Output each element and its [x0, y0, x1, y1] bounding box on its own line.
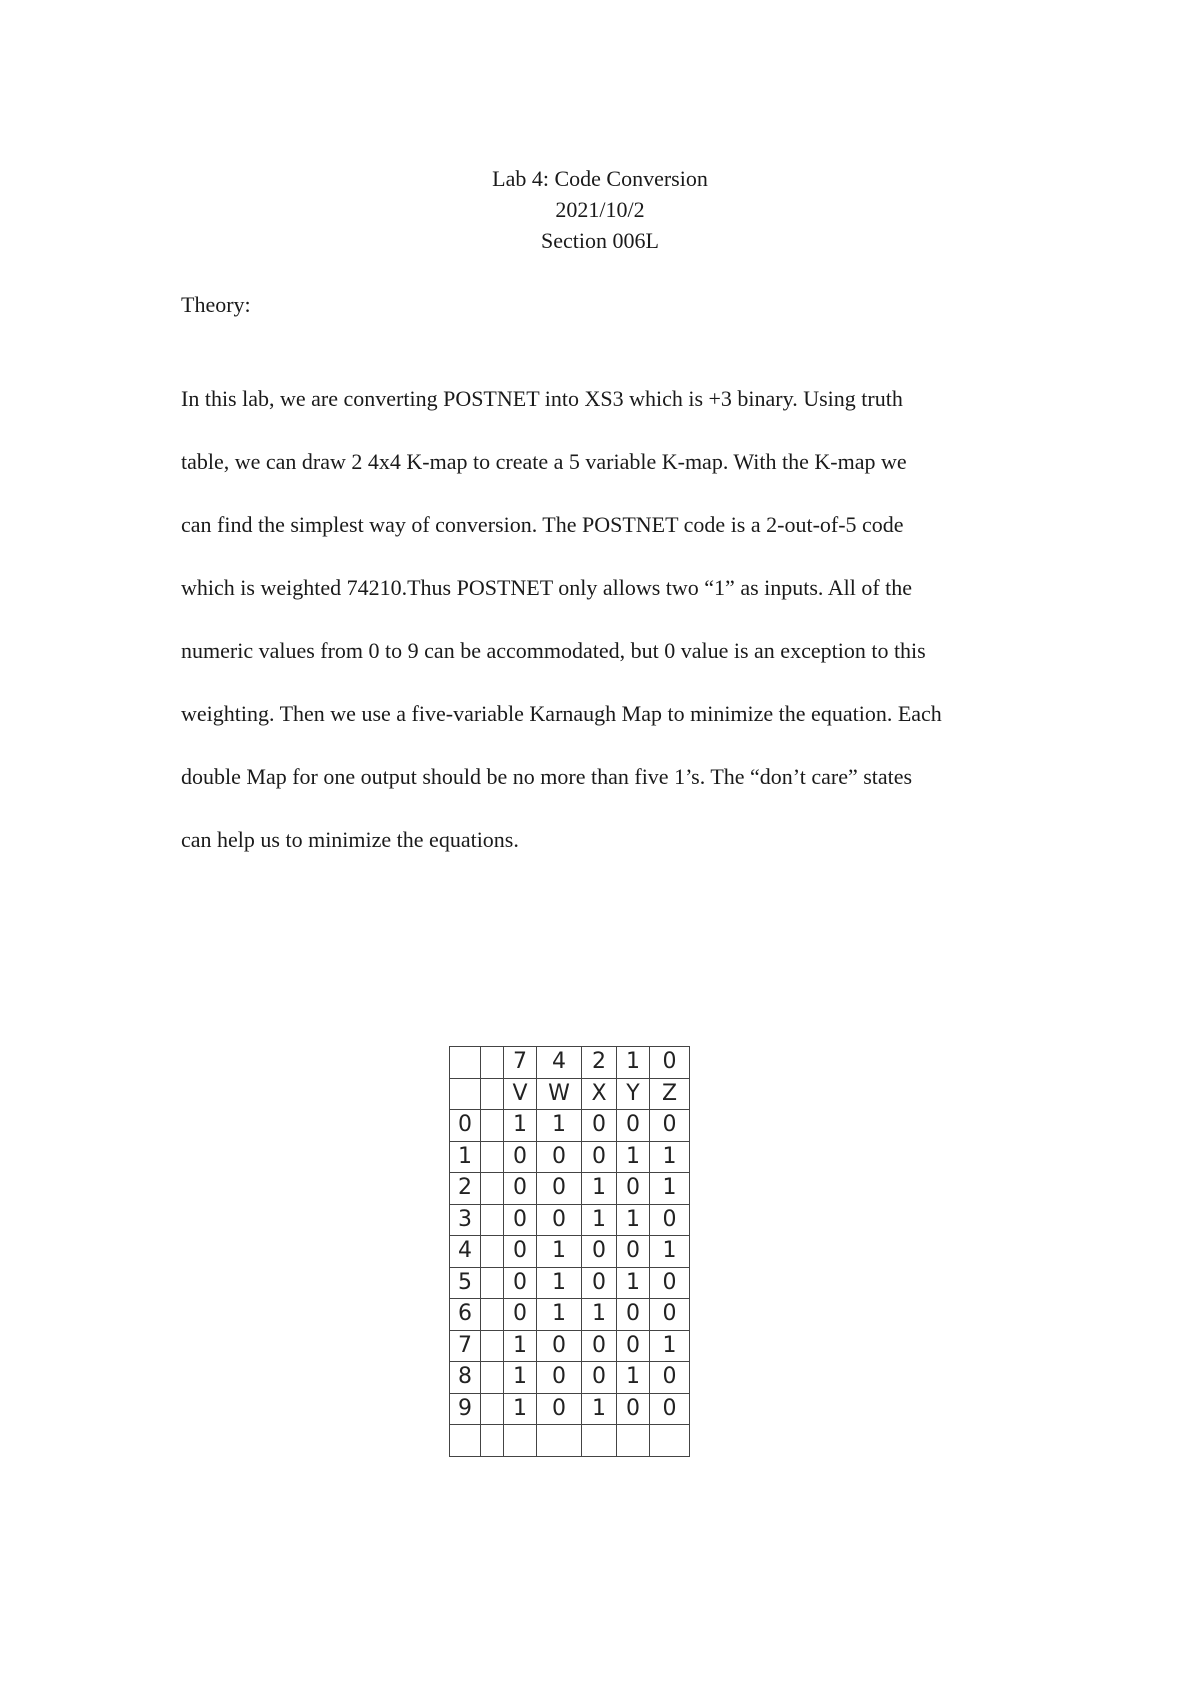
table-cell: 0 [582, 1362, 617, 1394]
table-cell: 1 [537, 1299, 582, 1331]
table-row [450, 1362, 690, 1394]
table-cell: 0 [650, 1267, 690, 1299]
table-cell [481, 1173, 504, 1205]
table-cell [481, 1425, 504, 1457]
table-row [450, 1393, 690, 1425]
table-cell: 1 [537, 1110, 582, 1142]
paragraph-line: table, we can draw 2 4x4 K-map to create a 5 variable K-map. With the K-map we [181, 449, 907, 474]
paragraph-line: can help us to minimize the equations. [181, 827, 519, 852]
table-cell: 1 [504, 1330, 537, 1362]
table-cell: 0 [650, 1393, 690, 1425]
paragraph-line: can find the simplest way of conversion. The POSTNET code is a 2-out-of-5 code [181, 512, 904, 537]
table-cell: 0 [617, 1330, 650, 1362]
table-row [450, 1267, 690, 1299]
document-title: Lab 4: Code Conversion [492, 166, 708, 191]
table-cell: 1 [582, 1393, 617, 1425]
table-cell [481, 1047, 504, 1079]
table-cell: 0 [582, 1330, 617, 1362]
table-cell [481, 1110, 504, 1142]
table-cell: 1 [617, 1204, 650, 1236]
table-cell [617, 1425, 650, 1457]
table-row [450, 1330, 690, 1362]
empty-table-row [450, 1425, 690, 1457]
table-cell: Y [617, 1078, 650, 1110]
table-cell: 0 [582, 1110, 617, 1142]
table-cell: 0 [504, 1299, 537, 1331]
table-cell: 6 [450, 1299, 481, 1331]
table-cell: 0 [450, 1110, 481, 1142]
postnet-truth-table [449, 1046, 690, 1457]
table-cell: 1 [504, 1110, 537, 1142]
table-cell: 1 [650, 1330, 690, 1362]
table-cell: 0 [650, 1362, 690, 1394]
paragraph-line: double Map for one output should be no more than five 1’s. The “don’t care” states [181, 764, 913, 789]
table-cell: X [582, 1078, 617, 1110]
table-cell: 0 [504, 1267, 537, 1299]
table-cell: 1 [617, 1267, 650, 1299]
table-cell [481, 1078, 504, 1110]
document-date: 2021/10/2 [555, 197, 645, 222]
table-cell: 0 [617, 1173, 650, 1205]
table-cell: 0 [650, 1047, 690, 1079]
table-cell: 1 [617, 1141, 650, 1173]
table-cell [481, 1362, 504, 1394]
table-cell: 0 [537, 1204, 582, 1236]
table-cell: 1 [537, 1236, 582, 1268]
table-cell: 3 [450, 1204, 481, 1236]
paragraph-line: which is weighted 74210.Thus POSTNET only allows two “1” as inputs. All of the [181, 575, 913, 600]
table-cell: 0 [537, 1393, 582, 1425]
table-cell: 1 [582, 1299, 617, 1331]
table-cell: V [504, 1078, 537, 1110]
table-cell: 0 [582, 1267, 617, 1299]
paragraph-line: In this lab, we are converting POSTNET into XS3 which is +3 binary. Using truth [181, 386, 903, 411]
table-row [450, 1173, 690, 1205]
table-cell: 0 [504, 1236, 537, 1268]
table-cell [582, 1425, 617, 1457]
table-cell: 1 [537, 1267, 582, 1299]
paragraph-line: numeric values from 0 to 9 can be accommodated, but 0 value is an exception to this [181, 638, 926, 663]
theory-heading: Theory: [181, 292, 251, 317]
table-cell: 0 [504, 1141, 537, 1173]
table-cell: 0 [504, 1173, 537, 1205]
table-cell [481, 1141, 504, 1173]
table-cell: 0 [504, 1204, 537, 1236]
table-cell: 4 [450, 1236, 481, 1268]
variables-row [450, 1078, 690, 1110]
table-cell: 0 [650, 1204, 690, 1236]
table-cell: 1 [582, 1173, 617, 1205]
table-cell: 5 [450, 1267, 481, 1299]
table-cell [481, 1299, 504, 1331]
table-cell: 1 [617, 1362, 650, 1394]
table-cell: 7 [450, 1330, 481, 1362]
table-cell: 1 [650, 1236, 690, 1268]
table-row [450, 1236, 690, 1268]
weights-row [450, 1047, 690, 1079]
table-cell [450, 1425, 481, 1457]
table-row [450, 1141, 690, 1173]
table-cell [650, 1425, 690, 1457]
table-cell: 1 [504, 1362, 537, 1394]
table-cell: 0 [537, 1330, 582, 1362]
table-cell: W [537, 1078, 582, 1110]
table-cell: 1 [582, 1204, 617, 1236]
table-cell [537, 1425, 582, 1457]
table-cell: 2 [582, 1047, 617, 1079]
table-row [450, 1299, 690, 1331]
table-cell [481, 1267, 504, 1299]
table-cell: 8 [450, 1362, 481, 1394]
table-cell: 1 [650, 1173, 690, 1205]
table-cell: 1 [650, 1141, 690, 1173]
table-cell [504, 1425, 537, 1457]
table-cell: 9 [450, 1393, 481, 1425]
table-row [450, 1110, 690, 1142]
table-cell: 1 [450, 1141, 481, 1173]
table-cell: 0 [617, 1236, 650, 1268]
table-cell [450, 1047, 481, 1079]
table-cell [450, 1078, 481, 1110]
table-cell: 0 [650, 1299, 690, 1331]
table-cell: 7 [504, 1047, 537, 1079]
table-cell [481, 1393, 504, 1425]
table-cell: 0 [617, 1393, 650, 1425]
table-cell: 0 [617, 1299, 650, 1331]
table-cell: 1 [504, 1393, 537, 1425]
table-row [450, 1204, 690, 1236]
document-section: Section 006L [541, 228, 659, 253]
table-cell: Z [650, 1078, 690, 1110]
table-cell: 0 [537, 1141, 582, 1173]
table-cell: 0 [537, 1362, 582, 1394]
table-cell: 0 [650, 1110, 690, 1142]
table-cell: 0 [582, 1141, 617, 1173]
table-cell: 0 [537, 1173, 582, 1205]
table-cell: 4 [537, 1047, 582, 1079]
table-cell: 0 [617, 1110, 650, 1142]
table-cell: 2 [450, 1173, 481, 1205]
table-cell: 0 [582, 1236, 617, 1268]
table-cell [481, 1204, 504, 1236]
table-cell [481, 1236, 504, 1268]
table-cell: 1 [617, 1047, 650, 1079]
paragraph-line: weighting. Then we use a five-variable Karnaugh Map to minimize the equation. Each [181, 701, 942, 726]
table-cell [481, 1330, 504, 1362]
